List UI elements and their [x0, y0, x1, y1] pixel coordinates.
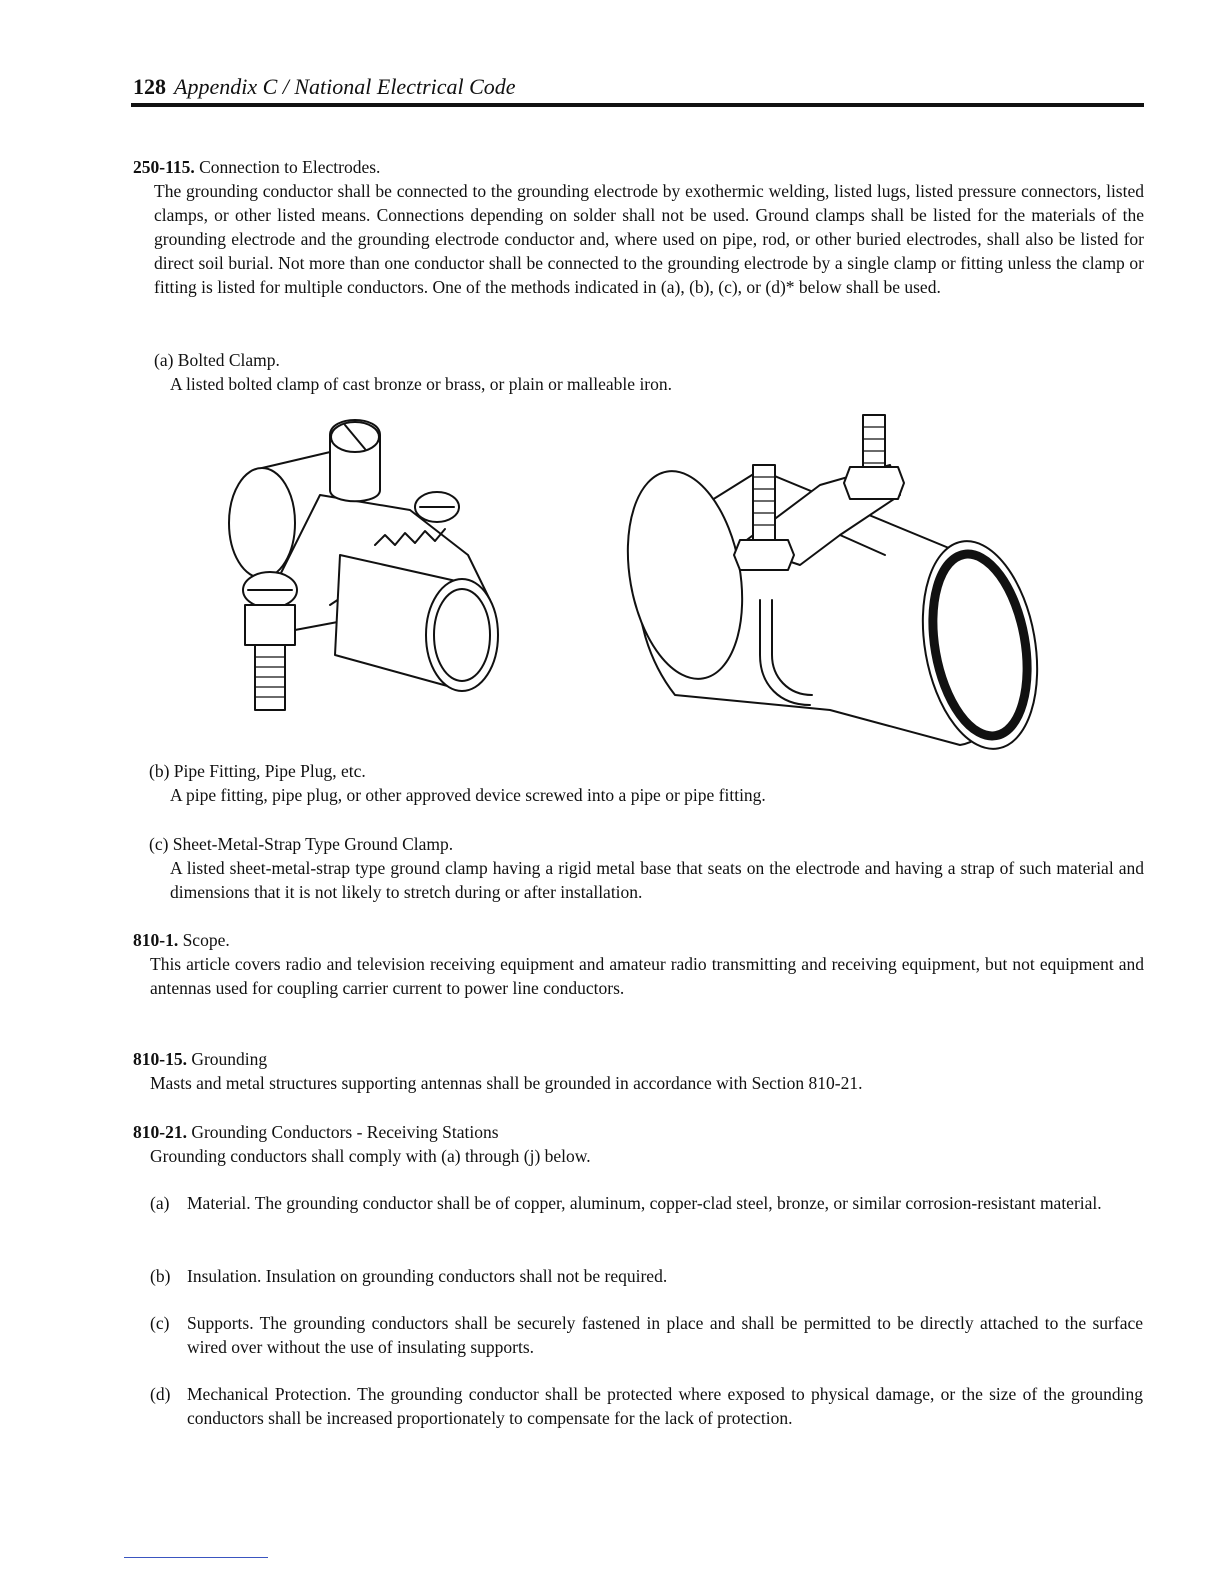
section-810-21-heading — [133, 1120, 1143, 1144]
section-body-text: Grounding conductors shall comply with (a) through (j) below. — [150, 1146, 591, 1166]
section-250-115-heading — [133, 155, 1143, 179]
section-250-115-body — [154, 179, 1144, 299]
subsection-title: (a) Bolted Clamp. — [154, 350, 280, 370]
running-title: Appendix C / National Electrical Code — [174, 74, 516, 99]
section-810-21-intro — [150, 1144, 1144, 1168]
section-title: Grounding — [191, 1049, 268, 1069]
section-body-text: Masts and metal structures supporting antennas shall be grounded in accordance with Section 810-21. — [150, 1073, 863, 1093]
right-left-nut — [734, 540, 794, 570]
subsection-c-title — [149, 832, 1144, 856]
list-item-label: (a) — [150, 1193, 170, 1213]
right-right-nut — [844, 467, 904, 499]
section-810-15-body — [150, 1071, 1144, 1095]
subsection-b-title — [149, 759, 1144, 783]
list-item — [150, 1264, 1144, 1288]
list-item-label: (d) — [150, 1384, 171, 1404]
list-item — [150, 1311, 1144, 1359]
left-bolted-clamp-illustration — [229, 420, 498, 710]
section-title: Connection to Electrodes. — [199, 157, 381, 177]
list-item — [150, 1382, 1144, 1430]
bolted-clamp-figure — [200, 405, 1060, 765]
footnote-rule — [124, 1557, 268, 1558]
running-header — [133, 72, 1143, 102]
list-item — [150, 1191, 1144, 1239]
subsection-title: (b) Pipe Fitting, Pipe Plug, etc. — [149, 761, 366, 781]
list-item-text: Insulation. Insulation on grounding conductors shall not be required. — [187, 1266, 668, 1286]
section-title: Grounding Conductors - Receiving Stations — [191, 1122, 499, 1142]
subsection-b-body — [170, 783, 1144, 807]
list-item-label: (b) — [150, 1266, 171, 1286]
subsection-body: A listed bolted clamp of cast bronze or brass, or plain or malleable iron. — [170, 374, 673, 394]
subsection-c-body — [170, 856, 1144, 904]
subsection-a-body — [170, 372, 1144, 396]
right-bolted-clamp-illustration — [613, 415, 1053, 758]
left-pipe-back-end — [229, 468, 295, 578]
section-810-1-heading — [133, 928, 1143, 952]
section-810-1-body — [150, 952, 1144, 1000]
subsection-body: A pipe fitting, pipe plug, or other approved device screwed into a pipe or pipe fitting. — [170, 785, 766, 805]
left-pipe-front-end — [426, 579, 498, 691]
section-body-text: This article covers radio and television receiving equipment and amateur radio transmitting and receiving equipment, but not equipment and antennas used for coupling carrier current to power line conductors. — [150, 954, 1144, 998]
section-number: 810-1. — [133, 930, 179, 950]
section-number: 810-15. — [133, 1049, 187, 1069]
list-item-text: Mechanical Protection. The grounding conductor shall be protected where exposed to physical damage, or the size of the grounding conductors shall be increased proportionately to compensate for the lack of protection. — [187, 1384, 1143, 1428]
subsection-body: A listed sheet-metal-strap type ground clamp having a rigid metal base that seats on the electrode and having a strap of such material and dimensions that it is not likely to stretch during or after installation. — [170, 858, 1144, 902]
list-item-text: Supports. The grounding conductors shall be securely fastened in place and shall be permitted to be directly attached to the surface wired over without the use of insulating supports. — [187, 1313, 1143, 1357]
header-rule — [131, 103, 1144, 107]
section-number: 250-115. — [133, 157, 195, 177]
section-number: 810-21. — [133, 1122, 187, 1142]
subsection-a-title — [154, 348, 1144, 372]
list-item-text: Material. The grounding conductor shall be of copper, aluminum, copper-clad steel, bronze, or similar corrosion-resistant material. — [187, 1193, 1102, 1213]
section-title: Scope. — [182, 930, 230, 950]
left-bottom-bolt-body — [245, 605, 295, 645]
list-item-label: (c) — [150, 1313, 170, 1333]
section-body-text: The grounding conductor shall be connected to the grounding electrode by exothermic welding, listed lugs, listed pressure connectors, listed clamps, or other listed means. Connections depending on solder shall not be used. Ground clamps shall be listed for the materials of the grounding electrode and the grounding electrode conductor and, where used on pipe, rod, or other buried electrodes, shall also be listed for direct soil burial. Not more than one conductor shall be connected to the grounding electrode by a single clamp or fitting unless the clamp or fitting is listed for multiple conductors. One of the methods indicated in (a), (b), (c), or (d)* below shall be used. — [154, 181, 1144, 297]
section-810-15-heading — [133, 1047, 1143, 1071]
page-number: 128 — [133, 74, 166, 99]
subsection-title: (c) Sheet-Metal-Strap Type Ground Clamp. — [149, 834, 454, 854]
